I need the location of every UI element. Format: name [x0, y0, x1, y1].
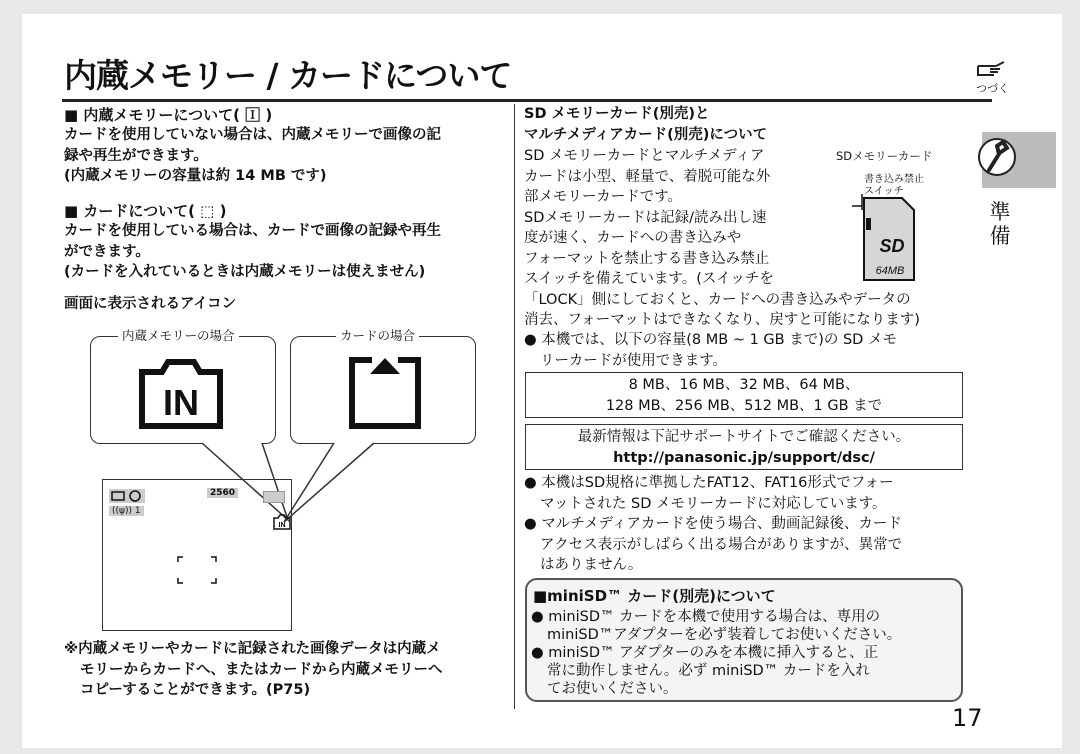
lcd-counter: 1 — [134, 506, 141, 516]
bullet-mmc: ● マルチメディアカードを使う場合、動画記録後、カード アクセス表示がしばらく出る場合がありますが、異常で はありません。 — [524, 516, 903, 573]
capacity-box: 8 MB、16 MB、32 MB、64 MB、 128 MB、256 MB、512 MB、1 GB まで — [525, 372, 963, 418]
footnote: ※内蔵メモリーやカードに記録された画像データは内蔵メ モリーからカードへ、またはカードから内蔵メモリーへ コピーすることができます。(P75) — [64, 641, 443, 698]
battery-icon — [263, 488, 285, 507]
callout-builtin-label: 内蔵メモリーの場合 — [118, 326, 239, 344]
minisd-heading: ■miniSD™ カード(別売)について — [533, 587, 776, 605]
svg-text:IN: IN — [278, 522, 286, 529]
manual-page — [22, 14, 1062, 748]
card-text: カードを使用している場合は、カードで画像の記録や再生 ができます。 (カードを入れているときは内蔵メモリーは使えません) — [64, 223, 441, 280]
minisd-text: ● miniSD™ カードを本機で使用する場合は、専用の miniSD™アダプターを必ず装着してお使いください。 ● miniSD™ アダプターのみを本機に挿入すると、正 常に動作しません。必ず miniSD™ カードを入れ てお使いください。 — [531, 609, 902, 697]
lcd-screen — [102, 479, 292, 631]
switch-label: 書き込み禁止 スイッチ — [864, 174, 924, 197]
callout-card-label: カードの場合 — [336, 326, 419, 344]
page-number: 17 — [952, 704, 983, 732]
builtin-icon-text: IN — [163, 382, 199, 423]
af-frame — [177, 556, 217, 584]
builtin-memory-icon — [138, 358, 224, 434]
sd-logo: SD — [879, 236, 905, 256]
bullet-capacity: ● 本機では、以下の容量(8 MB ~ 1 GB まで)の SD メモ リーカードが使用できます。 — [524, 332, 897, 369]
side-tab-label: 準備 — [989, 200, 1011, 248]
continue-marker — [976, 58, 1016, 96]
page-title: 内蔵メモリー / カードについて — [64, 56, 512, 95]
card-heading: ■ カードについて( ⬚ ) — [64, 202, 227, 220]
sd-capacity: 64MB — [875, 265, 905, 277]
sd-intro-text: SD メモリーカードとマルチメディア カードは小型、軽量で、着脱可能な外 部メモリーカードです。 SDメモリーカードは記録/読み出し速 度が速く、カードへの書き込みや フォーマットを禁止する書き込み禁止 スイッチを備えています。(スイッチを 「LOCK」側にしておくと、カードへの書き込みやデータの 消去、フォーマットはできなくなり、戻すと可能になります) — [524, 148, 920, 328]
camera-mode-icon — [109, 488, 145, 507]
lcd-resolution: 2560 — [207, 488, 238, 498]
stabilizer-indicator — [109, 506, 144, 516]
wrench-icon — [977, 132, 1017, 186]
callout-pointer-card — [274, 442, 394, 522]
card-icon — [348, 356, 422, 434]
sd-heading: SD メモリーカード(別売)と マルチメディアカード(別売)について — [524, 106, 768, 143]
minisd-box — [525, 578, 963, 702]
icons-heading: 画面に表示されるアイコン — [64, 296, 237, 312]
sd-card-label: SDメモリーカード — [836, 149, 933, 163]
hand-shake-icon: ((ψ)) — [112, 506, 132, 516]
pointing-hand-icon — [976, 58, 1010, 78]
bullet-fat: ● 本機はSD規格に準拠したFAT12、FAT16形式でフォー マットされた SD メモリーカードに対応しています。 — [524, 475, 894, 512]
support-box — [525, 424, 963, 470]
lcd-in-icon — [273, 514, 291, 534]
title-rule — [62, 99, 992, 102]
support-text: 最新情報は下記サポートサイトでご確認ください。 — [577, 429, 911, 445]
builtin-memory-heading: ■ 内蔵メモリーについて( 🄸 ) — [64, 106, 273, 124]
support-url[interactable]: http://panasonic.jp/support/dsc/ — [613, 449, 875, 466]
column-divider — [514, 104, 515, 709]
continue-label: つづく — [976, 82, 1009, 95]
builtin-memory-text: カードを使用していない場合は、内蔵メモリーで画像の記 録や再生ができます。 (内蔵メモリーの容量は約 14 MB です) — [64, 127, 441, 184]
